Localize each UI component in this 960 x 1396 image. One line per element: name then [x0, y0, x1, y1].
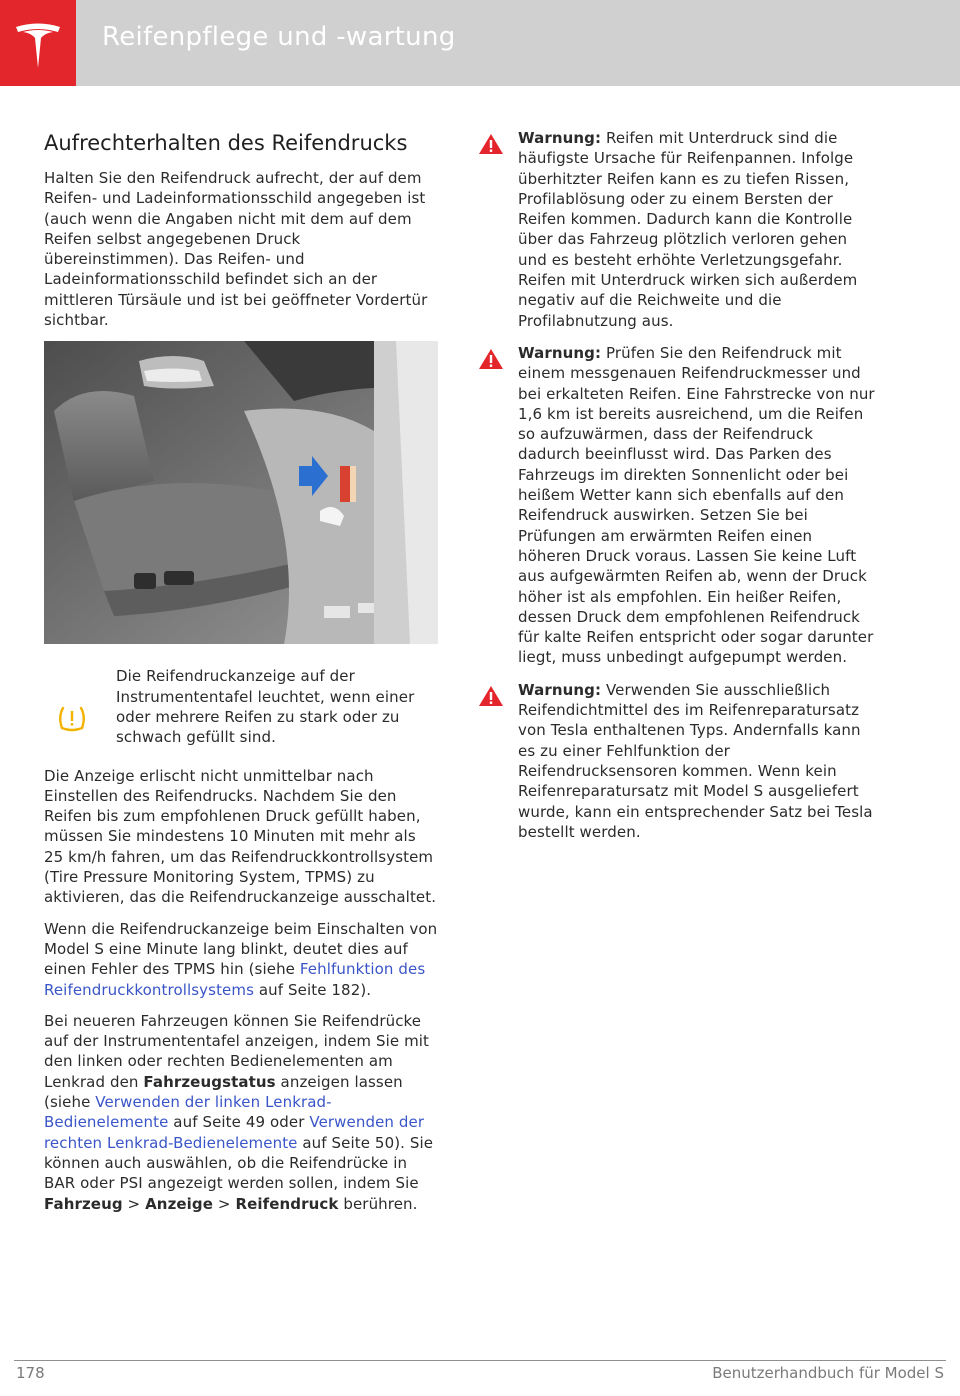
warning-triangle-icon — [478, 685, 504, 707]
bold-term: Anzeige — [145, 1194, 214, 1213]
warning-body: Prüfen Sie den Reifendruck mit einem messgenauen Reifendruckmesser und bei erkalteten Reifen. Eine Fahrstrecke von nur 1,6 km ist bereits ausreichend, um die Reifen so aufzuwärmen, dass der Reifendruck dadurch beeinflusst wird. Das Parken des Fahrzeugs im direkten Sonnenlicht oder bei heißem Wetter kann sich ebenfalls auf den Reifendruck auswirken. Setzen Sie bei Prüfungen am erwärmten Reifen einen höheren Druck voraus. Lassen Sie keine Luft aus aufgewärmten Reifen ab, wenn der Druck höher ist als empfohlen. Ein heißer Reifen, dessen Druck dem empfohlenen Reifendruck für kalte Reifen entspricht oder sogar darunter liegt, muss unbedingt aufgepumpt werden. — [518, 343, 875, 667]
warning-label: Warnung: — [518, 343, 602, 362]
indicator-text: Die Reifendruckanzeige auf der Instrumententafel leuchtet, wenn einer oder mehrere Reifen zu stark oder zu schwach gefüllt sind. — [116, 667, 415, 747]
door-pillar-photo — [44, 341, 438, 644]
warning-body: Verwenden Sie ausschließlich Reifendichtmittel des im Reifenreparatursatz von Tesla enthaltenen Typs. Andernfalls kann es zu einer Fehlfunktion der Reifendrucksensoren kommen. Wenn kein Reifenreparatursatz mit Model S ausgeliefert wurde, kann ein entsprechender Satz bei Tesla bestellt werden. — [518, 680, 873, 841]
link-tpms-fault[interactable]: Fehlfunktion des Reifendruckkontrollsystems — [44, 960, 426, 999]
left-column — [44, 128, 439, 1225]
warning-triangle-icon — [478, 348, 504, 370]
logo-box — [0, 0, 76, 86]
paragraph-display-pressure — [44, 1011, 439, 1214]
warning-text — [518, 128, 878, 331]
text-span: auf Seite 49 oder — [168, 1113, 310, 1132]
warning-label: Warnung: — [518, 680, 602, 699]
intro-paragraph: Halten Sie den Reifendruck aufrecht, der auf dem Reifen- und Ladeinformationsschild angegeben ist (auch wenn die Angaben nicht mit dem auf dem Reifen selbst angegebenen Druck übereinstimmen). Das Reifen- und Ladeinformationsschild befindet sich an der mittleren Türsäule und ist bei geöffneter Vordertür sichtbar. — [44, 169, 428, 330]
text-span: > — [122, 1194, 146, 1213]
footer-title: Benutzerhandbuch für Model S — [712, 1364, 944, 1382]
link-right-controls[interactable]: Verwenden der rechten Lenkrad-Bedienelemente — [44, 1113, 425, 1152]
bold-term: Reifendruck — [235, 1194, 339, 1213]
chapter-title: Reifenpflege und -wartung — [102, 22, 456, 52]
text-span: > — [213, 1194, 236, 1213]
section-heading: Aufrechterhalten des Reifendrucks — [44, 131, 408, 155]
right-column — [478, 128, 878, 854]
text-span: auf Seite 50). Sie können auch auswählen, ob die Reifendrücke in BAR oder PSI angezeigt werden sollen, indem Sie — [44, 1133, 434, 1193]
text-span: auf Seite 182). — [254, 980, 372, 999]
link-left-controls[interactable]: Verwenden der linken Lenkrad-Bedienelemente — [44, 1093, 332, 1132]
text-span: anzeigen lassen (siehe — [44, 1072, 403, 1112]
warning-text — [518, 343, 878, 668]
text-span: Bei neueren Fahrzeugen können Sie Reifendrücke auf der Instrumententafel anzeigen, indem Sie mit den linken oder rechten Bedienelementen am Lenkrad den — [44, 1011, 430, 1091]
warning-block — [478, 343, 878, 668]
text-span: berühren. — [338, 1194, 418, 1213]
paragraph-reset: Die Anzeige erlischt nicht unmittelbar nach Einstellen des Reifendrucks. Nachdem Sie den Reifen bis zum empfohlenen Druck gefüllt haben, müssen Sie mindestens 10 Minuten mit mehr als 25 km/h fahren, um das Reifendruckkontrollsystem (Tire Pressure Monitoring System, TPMS) zu aktivieren, das die Reifendruckanzeige ausschaltet. — [44, 766, 437, 907]
warning-block — [478, 128, 878, 331]
tire-pressure-indicator-icon — [56, 704, 88, 732]
page-number: 178 — [16, 1364, 45, 1382]
warning-triangle-icon — [478, 133, 504, 155]
warning-block — [478, 680, 878, 842]
warning-text — [518, 680, 878, 842]
indicator-note — [44, 666, 439, 747]
warning-body: Reifen mit Unterdruck sind die häufigste Ursache für Reifenpannen. Infolge überhitzter Reifen kann es zu tiefen Rissen, Profilablösung oder zu einem Bersten der Reifen kommen. Dadurch kann die Kontrolle über das Fahrzeug plötzlich verloren gehen und es besteht erhöhte Verletzungsgefahr. Reifen mit Unterdruck wirken sich außerdem negativ auf die Reichweite und die Profilabnutzung aus. — [518, 129, 858, 330]
warning-label: Warnung: — [518, 129, 602, 147]
page-header — [0, 0, 960, 86]
footer-divider — [14, 1360, 946, 1361]
bold-term: Fahrzeugstatus — [143, 1072, 276, 1091]
tesla-logo-icon — [12, 18, 64, 70]
bold-term: Fahrzeug — [44, 1194, 123, 1213]
paragraph-tpms-fault — [44, 919, 439, 1000]
text-span: Wenn die Reifendruckanzeige beim Einschalten von Model S eine Minute lang blinkt, deutet dies auf einen Fehler des TPMS hin (siehe — [44, 919, 438, 979]
